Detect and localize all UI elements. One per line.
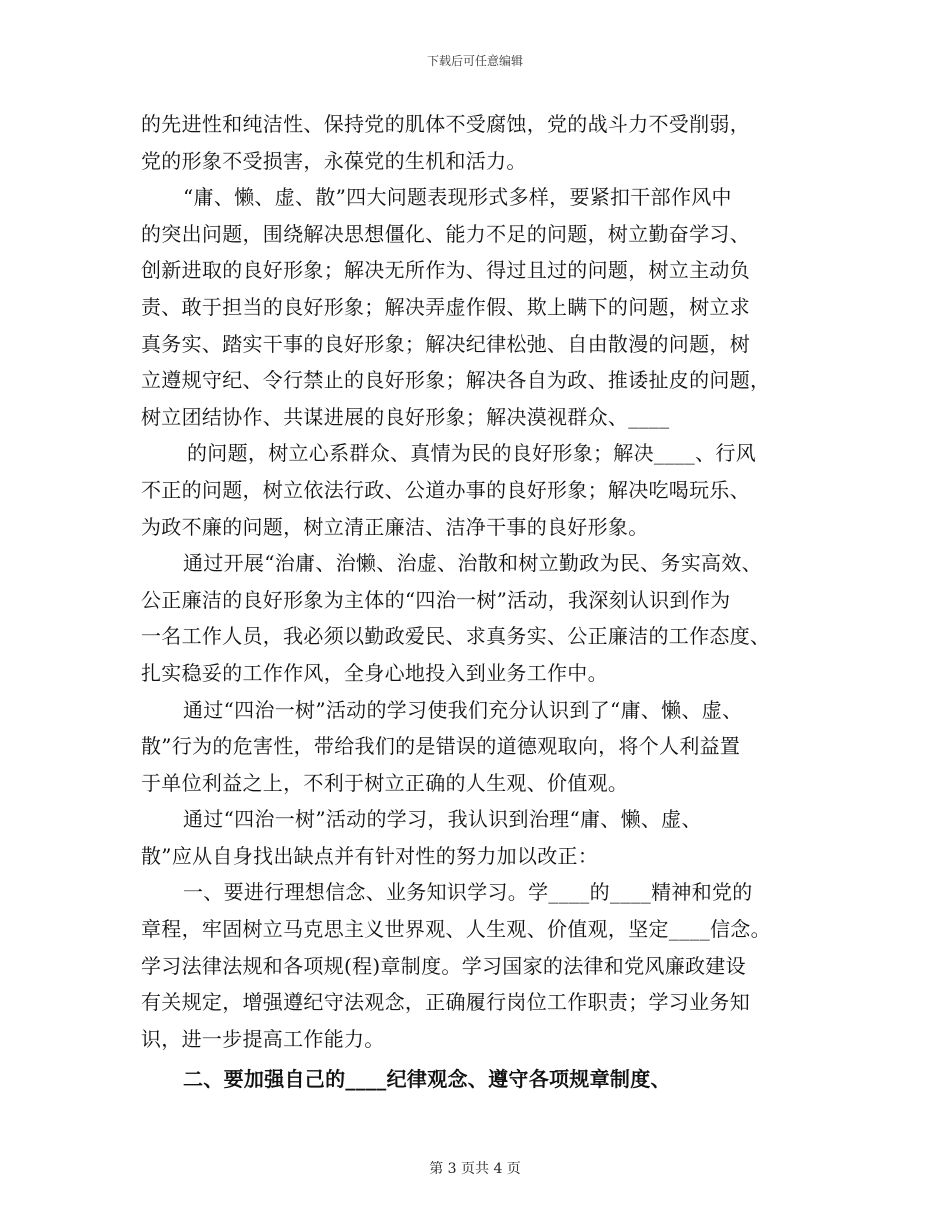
text-line: 党的形象不受损害，永葆党的生机和活力。 <box>141 148 527 173</box>
document-body <box>141 106 811 1098</box>
text-line: 不正的问题，树立依法行政、公道办事的良好形象；解决吃喝玩乐、 <box>141 477 750 502</box>
text-line: 于单位利益之上，不利于树立正确的人生观、价值观。 <box>141 770 629 795</box>
text-line: 为政不廉的问题，树立清正廉洁、洁净干事的良好形象。 <box>141 514 649 539</box>
text-line: 创新进取的良好形象；解决无所作为、得过且过的问题，树立主动负 <box>141 258 750 283</box>
text-line: 通过“四治一树”活动的学习，我认识到治理“庸、懒、虚、 <box>183 807 702 832</box>
section-heading <box>141 1061 811 1098</box>
paragraph-6 <box>141 801 811 874</box>
text-line: 有关规定，增强遵纪守法观念，正确履行岗位工作职责；学习业务知 <box>141 990 750 1015</box>
paragraph-3 <box>141 435 811 545</box>
page-header: 下载后可任意编辑 <box>426 54 523 68</box>
text-line: 一名工作人员，我必须以勤政爱民、求真务实、公正廉洁的工作态度、 <box>141 624 771 649</box>
text-line: 学习法律法规和各项规(程)章制度。学习国家的法律和党风廉政建设 <box>141 953 746 978</box>
text-line: 公正廉洁的良好形象为主体的“四治一树”活动，我深刻认识到作为 <box>141 587 731 612</box>
paragraph-4 <box>141 545 811 691</box>
text-line: 二、要加强自己的____纪律观念、遵守各项规章制度、 <box>183 1067 671 1092</box>
paragraph-2 <box>141 179 811 435</box>
paragraph-1 <box>141 106 811 179</box>
text-line: 散”应从自身找出缺点并有针对性的努力加以改正： <box>141 843 599 868</box>
text-line: 的先进性和纯洁性、保持党的肌体不受腐蚀，党的战斗力不受削弱， <box>141 112 750 136</box>
text-line: 通过开展“治庸、治懒、治虚、治散和树立勤政为民、务实高效、 <box>183 551 762 576</box>
text-line: 识，进一步提高工作能力。 <box>141 1026 385 1051</box>
text-line: 责、敢于担当的良好形象；解决弄虚作假、欺上瞒下的问题，树立求 <box>141 294 750 319</box>
text-line: 的突出问题，围绕解决思想僵化、能力不足的问题，树立勤奋学习、 <box>141 221 750 246</box>
text-line: 立遵规守纪、令行禁止的良好形象；解决各自为政、推诿扯皮的问题， <box>141 368 771 393</box>
paragraph-5 <box>141 692 811 802</box>
text-line: 通过“四治一树”活动的学习使我们充分认识到了“庸、懒、虚、 <box>183 697 743 722</box>
text-line: 章程，牢固树立马克思主义世界观、人生观、价值观，坚定____信念。 <box>141 917 771 942</box>
page-footer: 第 3 页共 4 页 <box>429 1161 521 1177</box>
text-line: 树立团结协作、共谋进展的良好形象；解决漠视群众、____ <box>141 404 670 429</box>
text-line: 的问题，树立心系群众、真情为民的良好形象；解决____、行风 <box>187 441 756 466</box>
text-line: 散”行为的危害性，带给我们的是错误的道德观取向，将个人利益置 <box>141 734 741 759</box>
paragraph-7 <box>141 874 811 1057</box>
text-line: 一、要进行理想信念、业务知识学习。学____的____精神和党的 <box>183 880 753 905</box>
text-line: 真务实、踏实干事的良好形象；解决纪律松弛、自由散漫的问题，树 <box>141 331 750 356</box>
text-line: 扎实稳妥的工作作风，全身心地投入到业务工作中。 <box>141 660 608 685</box>
text-line: “庸、懒、虚、散”四大问题表现形式多样，要紧扣干部作风中 <box>183 185 732 210</box>
